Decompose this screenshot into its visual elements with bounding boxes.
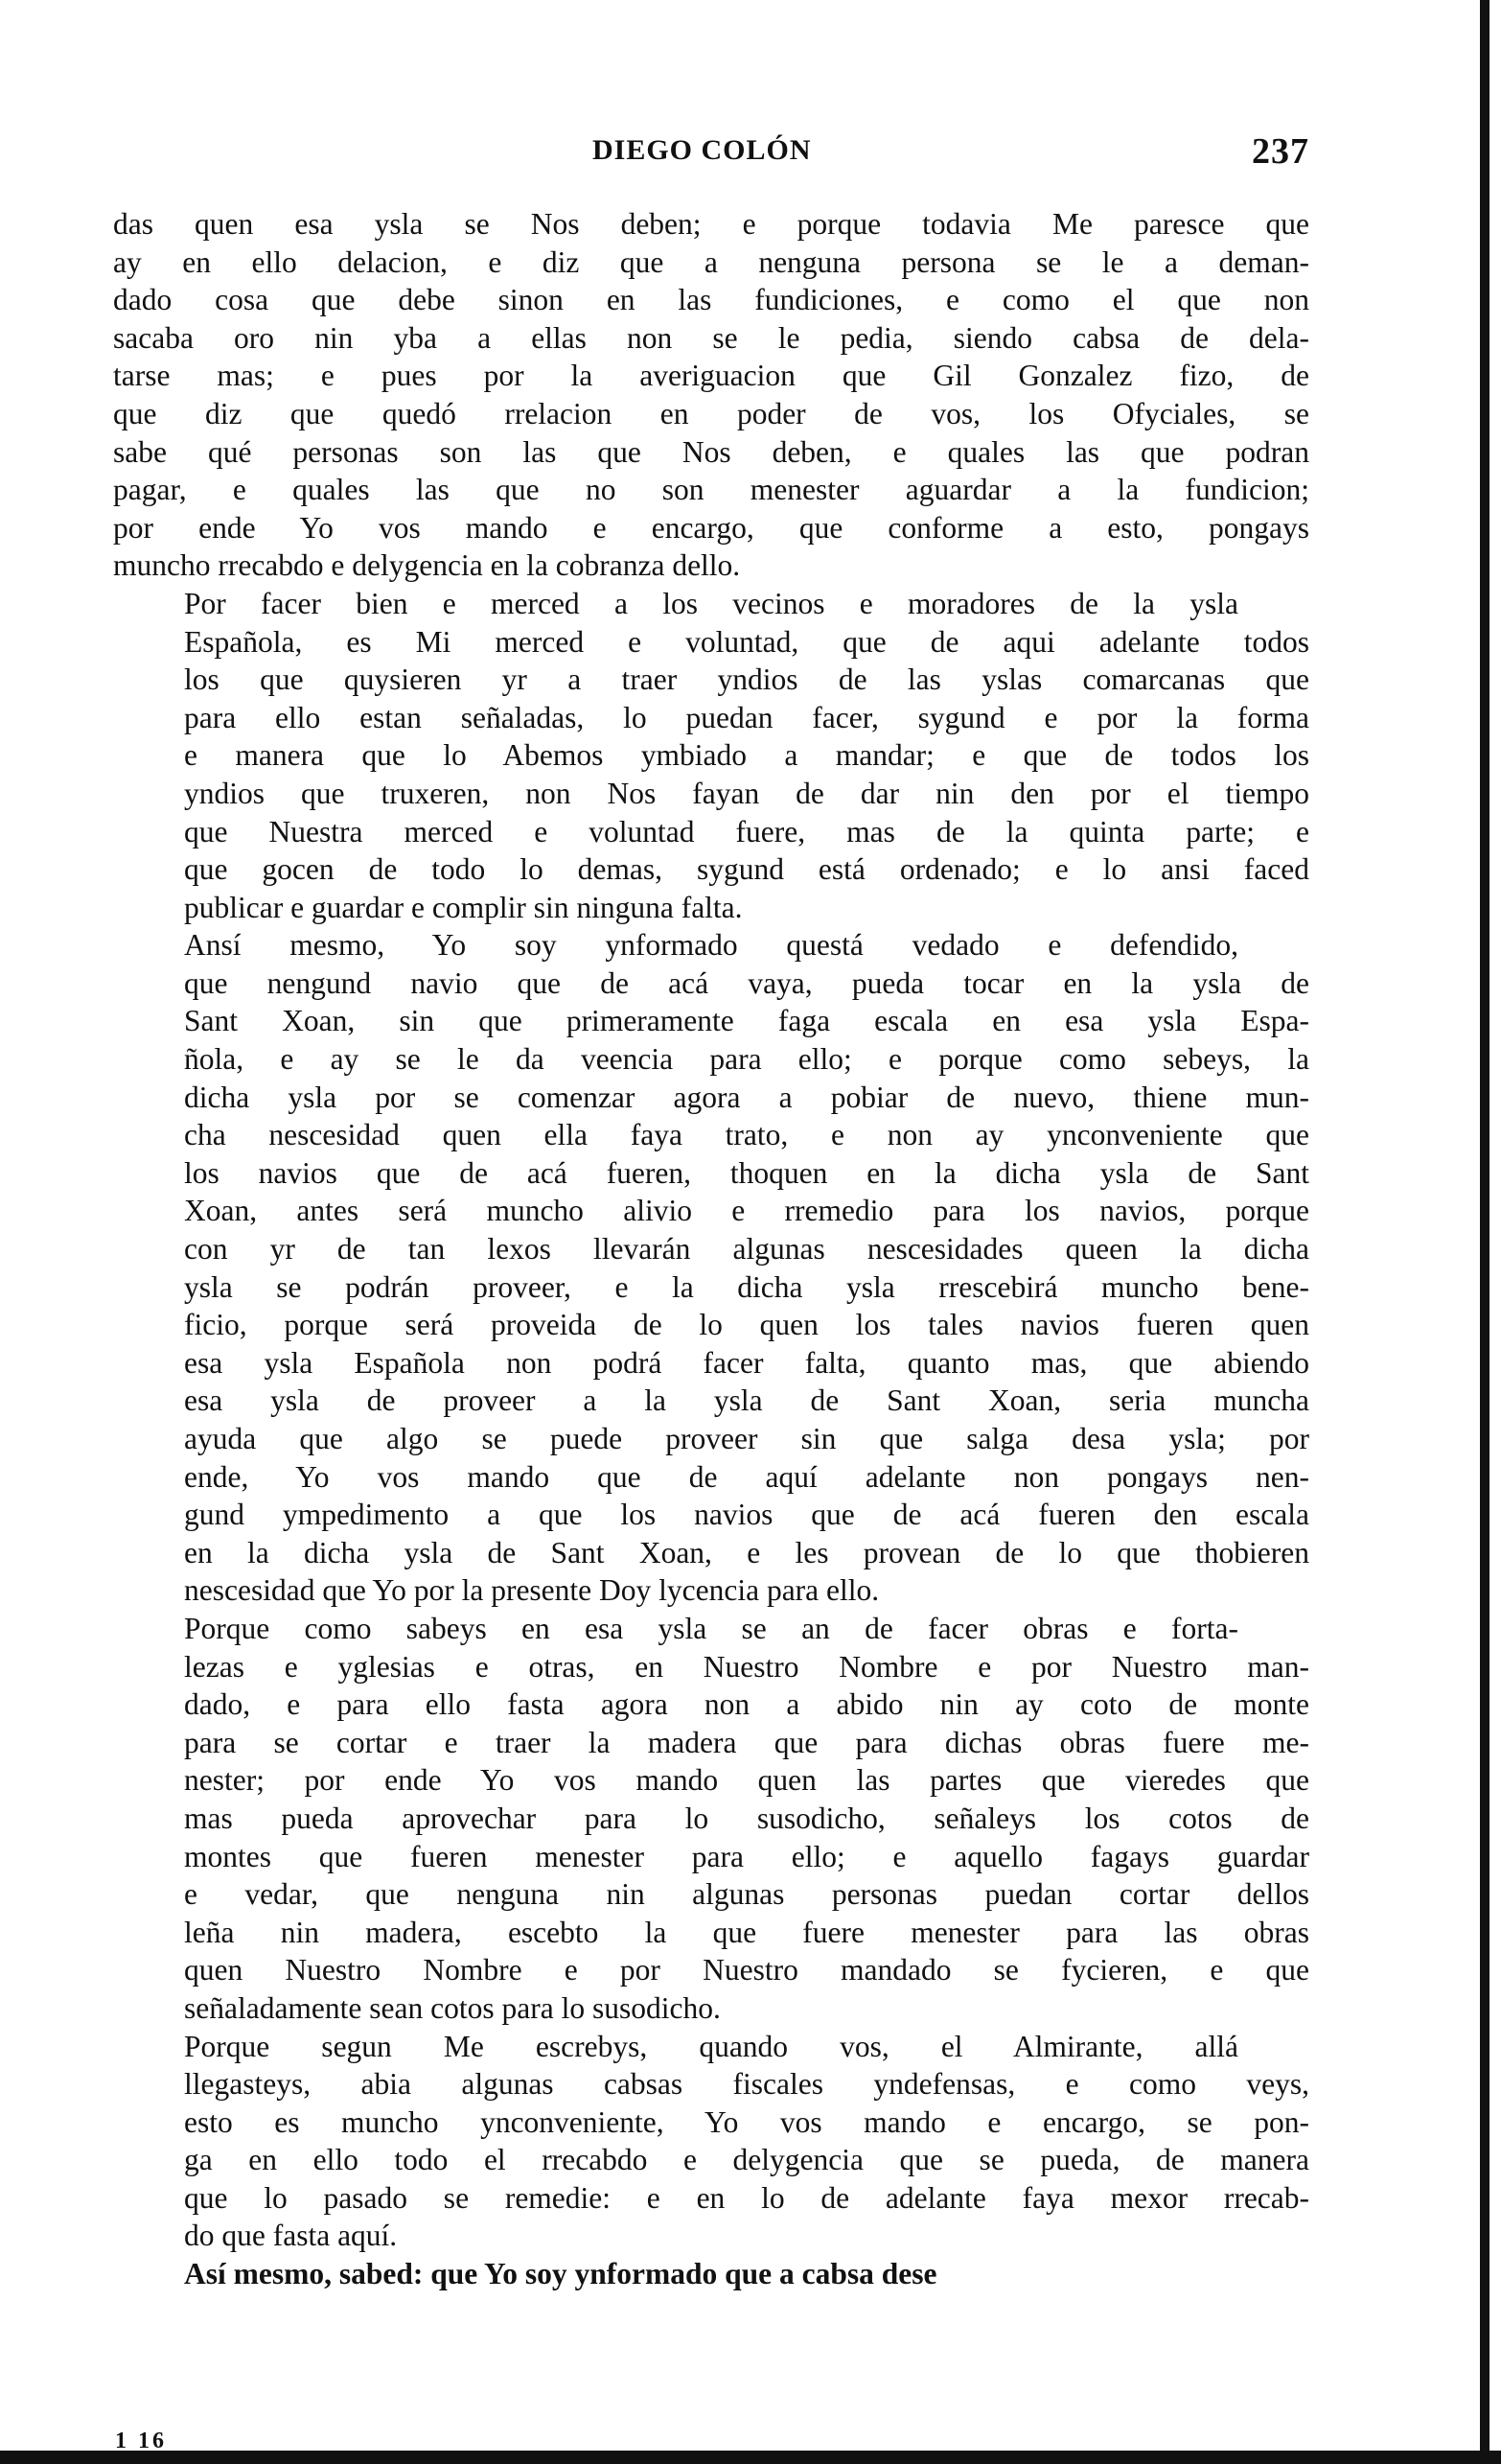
text-line: Por facer bien e merced a los vecinos e moradores de la ysla — [184, 586, 1238, 620]
page-bottom-rule — [0, 2451, 1501, 2464]
text-line: con yr de tan lexos llevarán algunas nescesidades queen la dicha — [184, 1232, 1309, 1267]
text-line: quen Nuestro Nombre e por Nuestro mandado se fycieren, e que — [184, 1953, 1309, 1987]
page-edge-rule — [1480, 0, 1489, 2464]
paragraph — [113, 926, 1309, 1610]
text-line: Porque segun Me escrebys, quando vos, el Almirante, allá — [184, 2029, 1238, 2063]
text-line: e vedar, que nenguna nin algunas personas puedan cortar dellos — [184, 1877, 1309, 1912]
text-line: tarse mas; e pues por la averiguacion que Gil Gonzalez fizo, de — [113, 359, 1309, 393]
text-line: dado, e para ello fasta agora non a abido nin ay coto de monte — [184, 1687, 1309, 1722]
text-line: cha nescesidad quen ella faya trato, e non ay ynconveniente que — [184, 1118, 1309, 1152]
text-line: para se cortar e traer la madera que para dichas obras fuere me- — [184, 1725, 1309, 1759]
text-line: muncho rrecabdo e delygencia en la cobranza dello. — [113, 548, 741, 583]
paragraph — [113, 585, 1309, 926]
text-line: señaladamente sean cotos para lo susodicho. — [184, 1990, 721, 2025]
text-line: llegasteys, abia algunas cabsas fiscales yndefensas, e como veys, — [184, 2067, 1309, 2102]
text-line: gund ympedimento a que los navios que de acá fueren den escala — [184, 1498, 1309, 1532]
text-line: esa ysla de proveer a la ysla de Sant Xoan, seria muncha — [184, 1383, 1309, 1418]
text-line: dado cosa que debe sinon en las fundiciones, e como el que non — [113, 283, 1309, 317]
text-line: lezas e yglesias e otras, en Nuestro Nombre e por Nuestro man- — [184, 1649, 1309, 1684]
printer-signature-mark: 1 16 — [115, 2429, 167, 2453]
text-line: en la dicha ysla de Sant Xoan, e les provean de lo que thobieren — [184, 1535, 1309, 1569]
text-line: nester; por ende Yo vos mando quen las partes que vieredes que — [184, 1763, 1309, 1798]
text-line: nescesidad que Yo por la presente Doy lycencia para ello. — [184, 1573, 880, 1608]
running-title: DIEGO COLÓN — [592, 134, 812, 166]
text-line: que diz que quedó rrelacion en poder de vos, los Ofyciales, se — [113, 396, 1309, 430]
text-line: que nengund navio que de acá vaya, pueda tocar en la ysla de — [184, 965, 1309, 1000]
text-line: ayuda que algo se puede proveer sin que salga desa ysla; por — [184, 1422, 1309, 1455]
text-line: yndios que truxeren, non Nos fayan de dar nin den por el tiempo — [184, 776, 1309, 810]
text-line: ysla se podrán proveer, e la dicha ysla rrescebirá muncho bene- — [184, 1269, 1309, 1304]
text-line: dicha ysla por se comenzar agora a pobiar de nuevo, thiene mun- — [184, 1080, 1309, 1114]
text-line: por ende Yo vos mando e encargo, que conforme a esto, pongays — [113, 510, 1309, 545]
text-line: ga en ello todo el rrecabdo e delygencia que se pueda, de manera — [184, 2143, 1309, 2177]
book-page — [113, 131, 1309, 2293]
paragraph — [113, 2255, 1309, 2293]
text-line: ende, Yo vos mando que de aquí adelante non pongays nen- — [184, 1459, 1309, 1494]
text-line: mas pueda aprovechar para lo susodicho, señaleys los cotos de — [184, 1801, 1309, 1835]
text-line: esto es muncho ynconveniente, Yo vos mando e encargo, se pon- — [184, 2104, 1309, 2139]
text-line: que gocen de todo lo demas, sygund está ordenado; e lo ansi faced — [184, 852, 1309, 887]
text-line: pagar, e quales las que no son menester aguardar a la fundicion; — [113, 473, 1309, 507]
text-line: los que quysieren yr a traer yndios de las yslas comarcanas que — [184, 662, 1309, 697]
paragraph — [113, 205, 1309, 585]
paragraph — [113, 1610, 1309, 2028]
running-head — [113, 131, 1309, 182]
text-line: que lo pasado se remedie: e en lo de adelante faya mexor rrecab- — [184, 2180, 1309, 2215]
text-line: leña nin madera, escebto la que fuere menester para las obras — [184, 1915, 1309, 1949]
text-line: ficio, porque será proveida de lo quen los tales navios fueren quen — [184, 1308, 1309, 1342]
text-line: publicar e guardar e complir sin ninguna falta. — [184, 890, 743, 924]
text-line: que Nuestra merced e voluntad fuere, mas de la quinta parte; e — [184, 814, 1309, 848]
text-line: Porque como sabeys en esa ysla se an de facer obras e forta- — [184, 1611, 1238, 1645]
text-line: esa ysla Española non podrá facer falta, quanto mas, que abiendo — [184, 1345, 1309, 1380]
paragraph — [113, 2028, 1309, 2256]
page-number: 237 — [1252, 131, 1309, 172]
text-line: ay en ello delacion, e diz que a nenguna persona se le a deman- — [113, 244, 1309, 279]
text-line: para ello estan señaladas, lo puedan facer, sygund e por la forma — [184, 700, 1309, 734]
text-line: Ansí mesmo, Yo soy ynformado questá vedado e defendido, — [184, 928, 1238, 963]
body-text — [113, 205, 1309, 2293]
text-line: Española, es Mi merced e voluntad, que de aqui adelante todos — [184, 624, 1309, 659]
text-line: sabe qué personas son las que Nos deben, e quales las que podran — [113, 434, 1309, 469]
text-line: das quen esa ysla se Nos deben; e porque todavia Me paresce que — [113, 207, 1309, 241]
text-line: sacaba oro nin yba a ellas non se le pedia, siendo cabsa de dela- — [113, 320, 1309, 355]
text-line: los navios que de acá fueren, thoquen en la dicha ysla de Sant — [184, 1155, 1309, 1190]
text-line: e manera que lo Abemos ymbiado a mandar; e que de todos los — [184, 738, 1309, 773]
text-line: Sant Xoan, sin que primeramente faga escala en esa ysla Espa- — [184, 1004, 1309, 1038]
text-line: ñola, e ay se le da veencia para ello; e porque como sebeys, la — [184, 1042, 1309, 1077]
text-line: Xoan, antes será muncho alivio e rremedio para los navios, porque — [184, 1194, 1309, 1228]
text-line: do que fasta aquí. — [184, 2219, 398, 2253]
text-line: Así mesmo, sabed: que Yo soy ynformado que a cabsa dese — [184, 2257, 937, 2291]
text-line: montes que fueren menester para ello; e aquello fagays guardar — [184, 1839, 1309, 1873]
